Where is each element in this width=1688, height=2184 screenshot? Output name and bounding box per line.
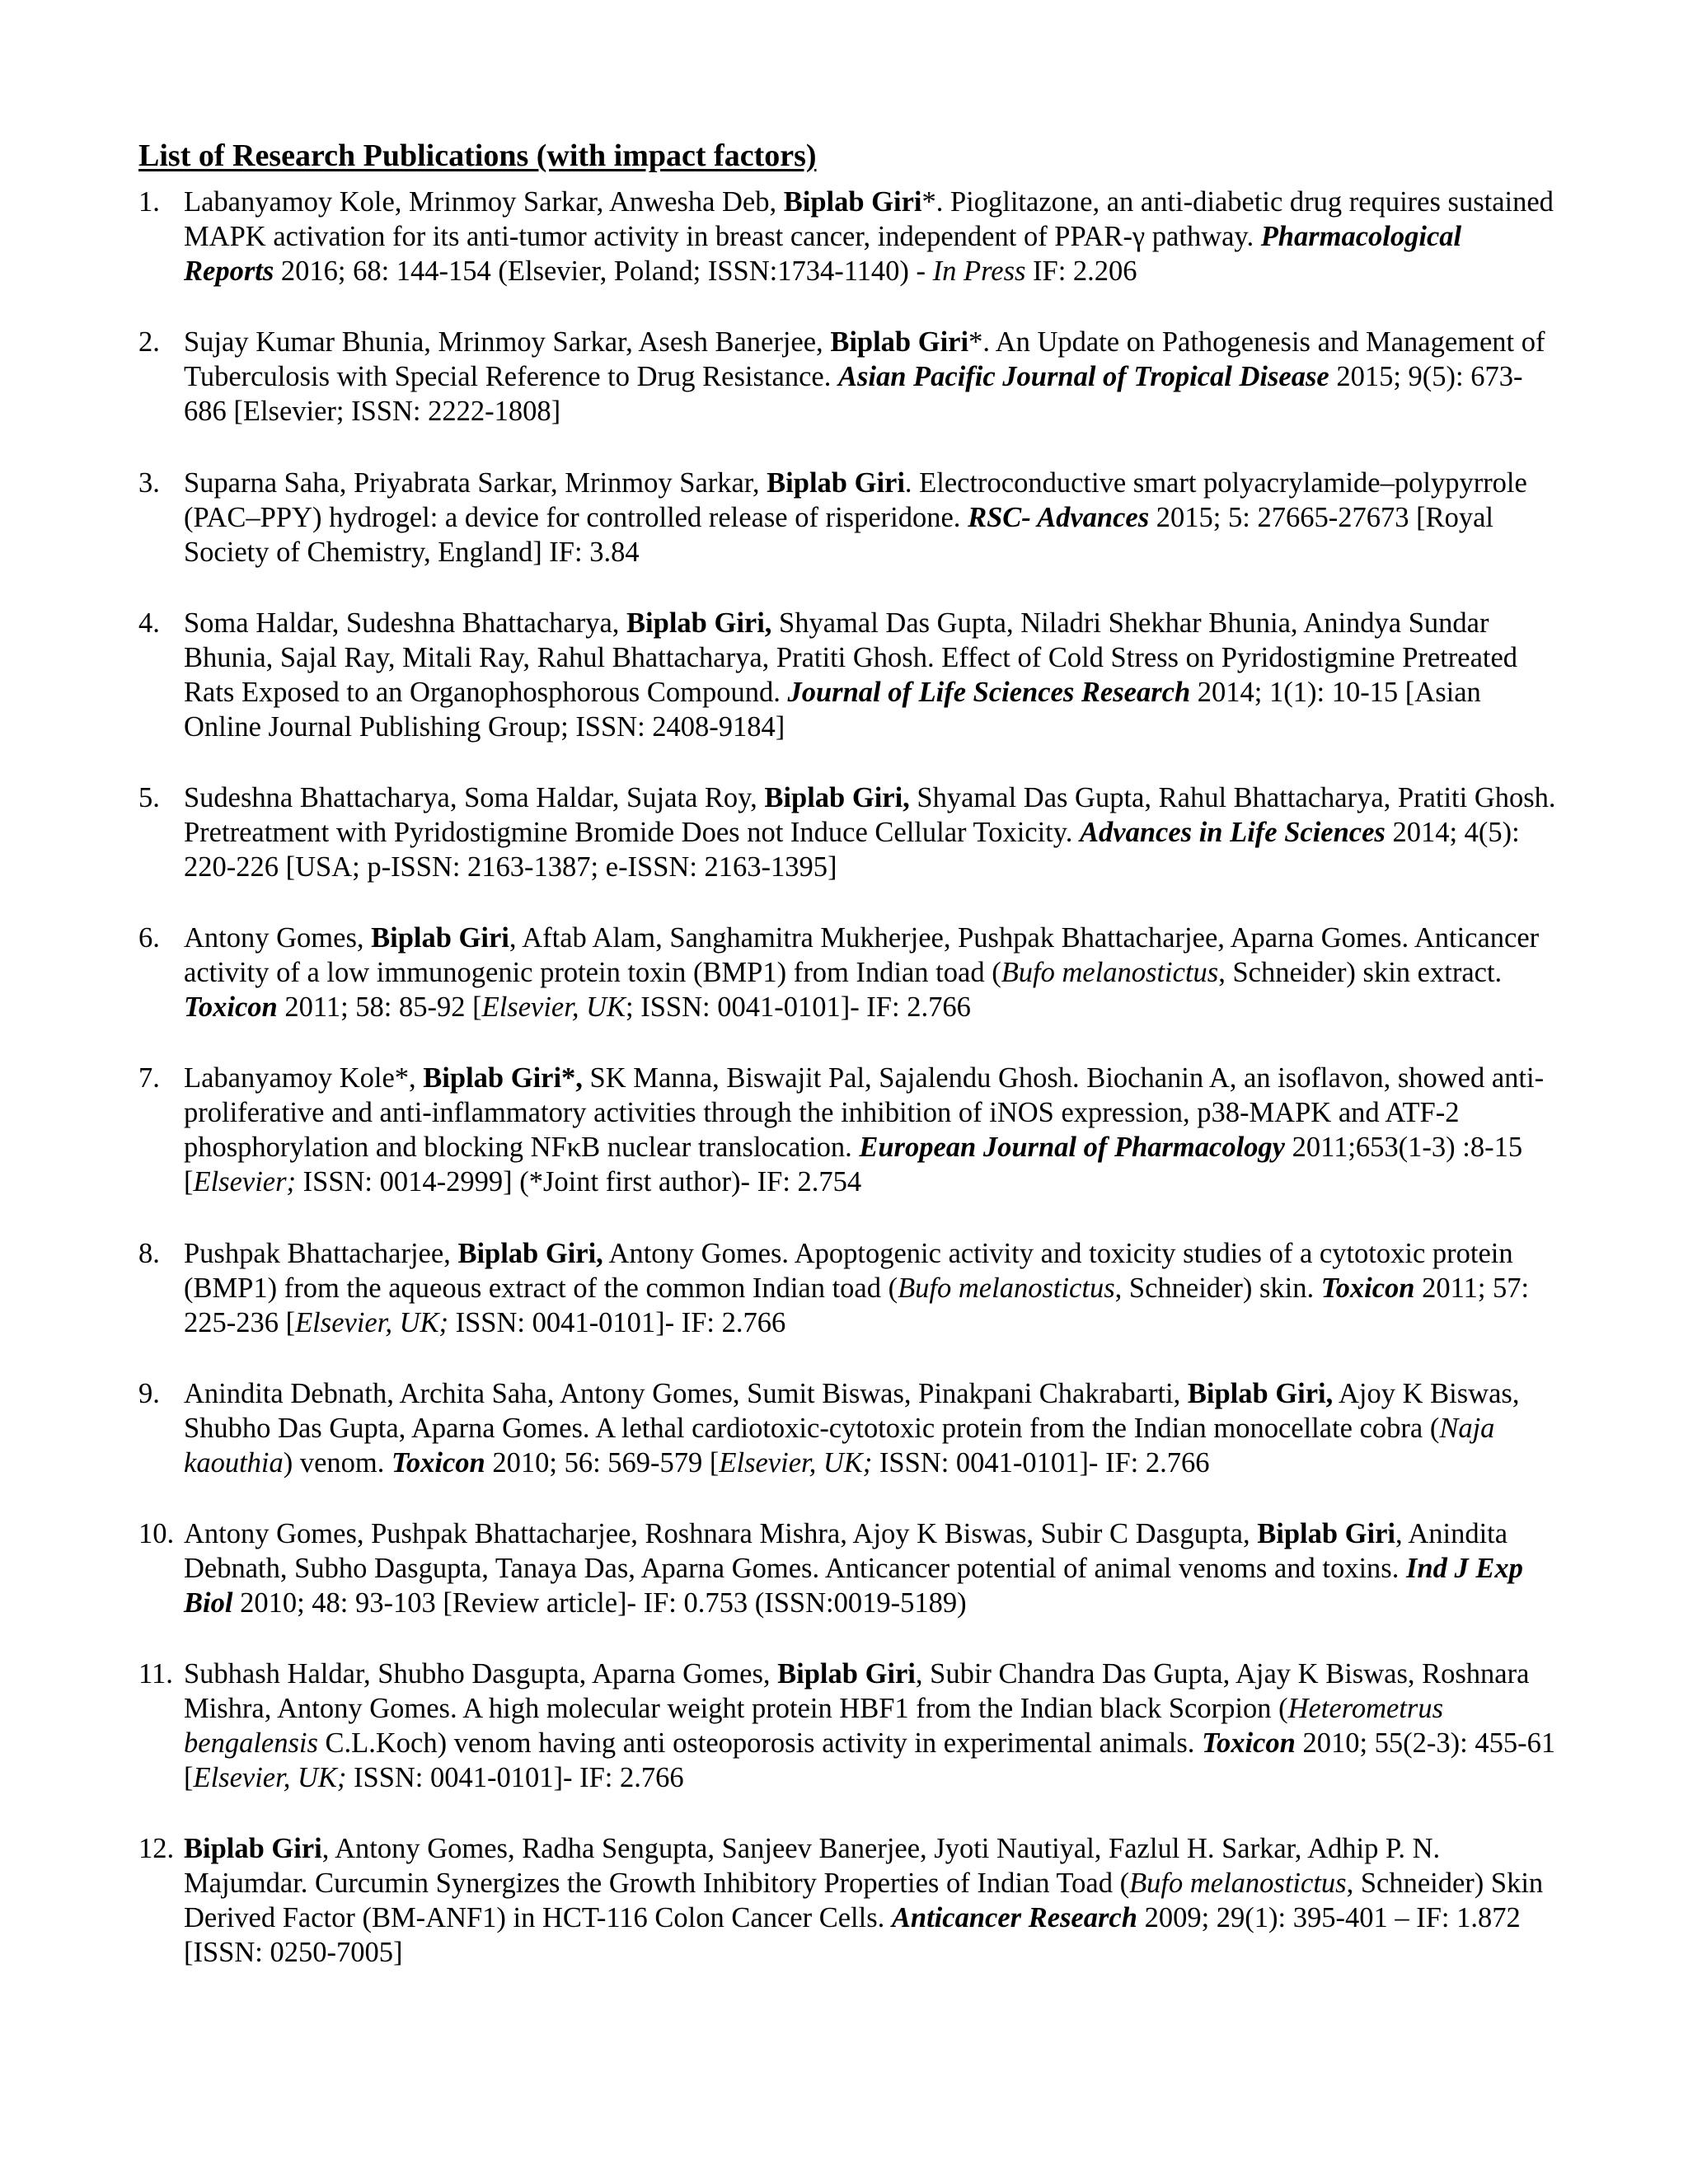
citation-text: , Schneider) Skin Derived Factor (BM-ANF1) in HCT-116 Colon Cancer Cells. bbox=[184, 1868, 1544, 1933]
publication-item bbox=[138, 1061, 1556, 1199]
citation-text: 2011; 57: 225-236 [ bbox=[184, 1272, 1530, 1338]
author-highlight: Biplab Giri, bbox=[764, 782, 910, 813]
citation-text: , Schneider) skin extract. bbox=[1218, 957, 1503, 988]
publication-item bbox=[138, 780, 1556, 884]
citation-text: Soma Haldar, Sudeshna Bhattacharya, bbox=[184, 607, 627, 639]
citation-text: 2014; 4(5): 220-226 [USA; p-ISSN: 2163-1387; e-ISSN: 2163-1395] bbox=[184, 817, 1520, 883]
publication-citation bbox=[184, 780, 1556, 884]
italic-text: Elsevier, UK; bbox=[719, 1447, 873, 1479]
publication-item bbox=[138, 606, 1556, 744]
citation-text: Antony Gomes, bbox=[184, 922, 372, 954]
citation-text: ; ISSN: 0041-0101]- IF: 2.766 bbox=[626, 991, 971, 1023]
publication-number: 10. bbox=[138, 1518, 175, 1549]
journal-name: Anticancer Research bbox=[891, 1902, 1137, 1933]
citation-text: Ajoy K Biswas, Shubho Das Gupta, Aparna Gomes. A lethal cardiotoxic-cytotoxic protein from the Indian monocellate cobra ( bbox=[184, 1378, 1520, 1444]
citation-text: 2010; 56: 569-579 [ bbox=[485, 1447, 720, 1479]
journal-name: Ind J Exp Biol bbox=[184, 1553, 1523, 1619]
journal-name: RSC- Advances bbox=[968, 502, 1150, 533]
citation-text: Shyamal Das Gupta, Niladri Shekhar Bhunia, Anindya Sundar Bhunia, Sajal Ray, Mitali Ray, Rahul Bhattacharya, Pratiti Ghosh. Effect of Cold Stress on Pyridostigmine Pretreated Rats Exposed to an Organophosphorous Compound. bbox=[184, 607, 1518, 708]
publication-number: 4. bbox=[138, 607, 160, 639]
italic-text: Elsevier, UK; bbox=[193, 1762, 347, 1793]
citation-text: *. Pioglitazone, an anti-diabetic drug requires sustained MAPK activation for its anti-tumor activity in breast cancer, independent of PPAR-γ pathway. bbox=[184, 186, 1554, 252]
italic-text: Bufo melanostictus bbox=[1129, 1868, 1347, 1899]
publication-number: 9. bbox=[138, 1378, 160, 1409]
citation-text: SK Manna, Biswajit Pal, Sajalendu Ghosh. Biochanin A, an isoflavon, showed anti-proliferative and anti-inflammatory activities through the inhibition of iNOS expression, p38-MAPK and ATF-2 phosphorylation and blocking NFκB nuclear translocation. bbox=[184, 1062, 1545, 1163]
citation-text: ISSN: 0041-0101]- IF: 2.766 bbox=[346, 1762, 684, 1793]
citation-text: , Subir Chandra Das Gupta, Ajay K Biswas, Roshnara Mishra, Antony Gomes. A high molecular weight protein HBF1 from the Indian black Scorpion ( bbox=[184, 1658, 1530, 1724]
publication-number: 12. bbox=[138, 1833, 175, 1864]
publication-citation bbox=[184, 325, 1556, 429]
publication-citation bbox=[184, 466, 1556, 569]
citation-text: Antony Gomes, Pushpak Bhattacharjee, Roshnara Mishra, Ajoy K Biswas, Subir C Dasgupta, bbox=[184, 1518, 1258, 1549]
citation-text: Sudeshna Bhattacharya, Soma Haldar, Sujata Roy, bbox=[184, 782, 765, 813]
publication-number: 2. bbox=[138, 326, 160, 358]
citation-text: , Aftab Alam, Sanghamitra Mukherjee, Pushpak Bhattacharjee, Aparna Gomes. Anticancer activity of a low immunogenic protein toxin (BMP1) from Indian toad ( bbox=[184, 922, 1540, 988]
citation-text: , Antony Gomes, Radha Sengupta, Sanjeev Banerjee, Jyoti Nautiyal, Fazlul H. Sarkar, Adhip P. N. Majumdar. Curcumin Synergizes the Growth Inhibitory Properties of Indian Toad ( bbox=[184, 1833, 1441, 1899]
author-highlight: Biplab Giri, bbox=[626, 607, 772, 639]
publication-item bbox=[138, 1657, 1556, 1795]
citation-text: Sujay Kumar Bhunia, Mrinmoy Sarkar, Asesh Banerjee, bbox=[184, 326, 831, 358]
publication-citation bbox=[184, 1236, 1556, 1340]
citation-text: Subhash Haldar, Shubho Dasgupta, Aparna Gomes, bbox=[184, 1658, 778, 1690]
citation-text: ISSN: 0041-0101]- IF: 2.766 bbox=[448, 1307, 786, 1338]
citation-text: . Electroconductive smart polyacrylamide–polypyrrole (PAC–PPY) hydrogel: a device for controlled release of risperidone. bbox=[184, 467, 1527, 533]
citation-text: , Schneider) skin. bbox=[1114, 1272, 1321, 1304]
citation-text: 2016; 68: 144-154 (Elsevier, Poland; ISSN:1734-1140) - bbox=[274, 255, 933, 287]
author-highlight: Biplab Giri, bbox=[457, 1238, 603, 1269]
citation-text: *. An Update on Pathogenesis and Management of Tuberculosis with Special Reference to Drug Resistance. bbox=[184, 326, 1545, 392]
citation-text: Shyamal Das Gupta, Rahul Bhattacharya, Pratiti Ghosh. Pretreatment with Pyridostigmine Bromide Does not Induce Cellular Toxicity. bbox=[184, 782, 1556, 848]
author-highlight: Biplab Giri bbox=[1257, 1518, 1395, 1549]
italic-text: Elsevier, UK; bbox=[295, 1307, 448, 1338]
publication-citation bbox=[184, 185, 1556, 288]
author-highlight: Biplab Giri bbox=[783, 186, 922, 218]
publication-citation bbox=[184, 1061, 1556, 1199]
author-highlight: Biplab Giri*, bbox=[423, 1062, 583, 1094]
publication-item bbox=[138, 185, 1556, 288]
publication-citation bbox=[184, 921, 1556, 1024]
journal-name: Toxicon bbox=[392, 1447, 485, 1479]
author-highlight: Biplab Giri bbox=[830, 326, 969, 358]
citation-text: 2011; 58: 85-92 [ bbox=[277, 991, 482, 1023]
citation-text: Suparna Saha, Priyabrata Sarkar, Mrinmoy Sarkar, bbox=[184, 467, 767, 499]
author-highlight: Biplab Giri bbox=[767, 467, 905, 499]
author-highlight: Biplab Giri bbox=[371, 922, 509, 954]
publication-citation bbox=[184, 606, 1556, 744]
citation-text: Anindita Debnath, Archita Saha, Antony Gomes, Sumit Biswas, Pinakpani Chakrabarti, bbox=[184, 1378, 1188, 1409]
journal-name: Asian Pacific Journal of Tropical Disease bbox=[837, 361, 1329, 392]
journal-name: Pharmacological Reports bbox=[184, 221, 1462, 287]
publication-number: 7. bbox=[138, 1062, 160, 1094]
citation-text: 2010; 55(2-3): 455-61 [ bbox=[184, 1727, 1556, 1793]
publication-citation bbox=[184, 1831, 1556, 1970]
italic-text: Bufo melanostictus bbox=[898, 1272, 1115, 1304]
italic-text: Heterometrus bengalensis bbox=[184, 1693, 1443, 1759]
publication-number: 5. bbox=[138, 782, 160, 813]
citation-text: , Anindita Debnath, Subho Dasgupta, Tanaya Das, Aparna Gomes. Anticancer potential of animal venoms and toxins. bbox=[184, 1518, 1508, 1584]
publication-item bbox=[138, 1516, 1556, 1620]
citation-text: ISSN: 0041-0101]- IF: 2.766 bbox=[872, 1447, 1210, 1479]
citation-text: Labanyamoy Kole*, bbox=[184, 1062, 424, 1094]
publication-item bbox=[138, 1376, 1556, 1480]
italic-text: Bufo melanostictus bbox=[1001, 957, 1219, 988]
author-highlight: Biplab Giri bbox=[184, 1833, 322, 1864]
publication-citation bbox=[184, 1657, 1556, 1795]
italic-text: In Press bbox=[932, 255, 1026, 287]
publication-item bbox=[138, 1236, 1556, 1340]
author-highlight: Biplab Giri, bbox=[1187, 1378, 1334, 1409]
publication-citation bbox=[184, 1516, 1556, 1620]
publication-number: 8. bbox=[138, 1238, 160, 1269]
italic-text: Elsevier, UK bbox=[481, 991, 626, 1023]
journal-name: Journal of Life Sciences Research bbox=[787, 677, 1191, 708]
publication-item bbox=[138, 325, 1556, 429]
journal-name: Toxicon bbox=[184, 991, 278, 1023]
citation-text: Pushpak Bhattacharjee, bbox=[184, 1238, 458, 1269]
citation-text: ISSN: 0014-2999] (*Joint first author)- IF: 2.754 bbox=[296, 1166, 862, 1197]
author-highlight: Biplab Giri bbox=[777, 1658, 916, 1690]
publication-item bbox=[138, 921, 1556, 1024]
journal-name: Toxicon bbox=[1320, 1272, 1415, 1304]
journal-name: European Journal of Pharmacology bbox=[859, 1132, 1285, 1163]
publication-number: 6. bbox=[138, 922, 160, 954]
citation-text: 2015; 5: 27665-27673 [Royal Society of Chemistry, England] IF: 3.84 bbox=[184, 502, 1493, 568]
publication-number: 3. bbox=[138, 467, 160, 499]
citation-text: 2010; 48: 93-103 [Review article]- IF: 0.753 (ISSN:0019-5189) bbox=[232, 1587, 967, 1619]
citation-text: 2014; 1(1): 10-15 [Asian Online Journal Publishing Group; ISSN: 2408-9184] bbox=[184, 677, 1481, 743]
italic-text: Elsevier; bbox=[193, 1166, 297, 1197]
publication-number: 11. bbox=[138, 1658, 173, 1690]
citation-text: 2015; 9(5): 673-686 [Elsevier; ISSN: 2222-1808] bbox=[184, 361, 1523, 427]
citation-text: 2011;653(1-3) :8-15 [ bbox=[184, 1132, 1523, 1197]
citation-text: Labanyamoy Kole, Mrinmoy Sarkar, Anwesha Deb, bbox=[184, 186, 784, 218]
journal-name: Advances in Life Sciences bbox=[1080, 817, 1386, 848]
citation-text: IF: 2.206 bbox=[1025, 255, 1137, 287]
citation-text: Antony Gomes. Apoptogenic activity and toxicity studies of a cytotoxic protein (BMP1) from the aqueous extract of the common Indian toad ( bbox=[184, 1238, 1513, 1304]
document-title: List of Research Publications (with impact factors) bbox=[138, 138, 817, 173]
italic-text: Naja kaouthia bbox=[184, 1413, 1495, 1479]
publication-citation bbox=[184, 1376, 1556, 1480]
publication-number: 1. bbox=[138, 186, 160, 218]
citation-text: ) venom. bbox=[283, 1447, 392, 1479]
citation-text: C.L.Koch) venom having anti osteoporosis activity in experimental animals. bbox=[317, 1727, 1203, 1759]
publication-item bbox=[138, 466, 1556, 569]
citation-text: 2009; 29(1): 395-401 – IF: 1.872 [ISSN: 0250-7005] bbox=[184, 1902, 1521, 1968]
journal-name: Toxicon bbox=[1202, 1727, 1296, 1759]
publication-item bbox=[138, 1831, 1556, 1970]
